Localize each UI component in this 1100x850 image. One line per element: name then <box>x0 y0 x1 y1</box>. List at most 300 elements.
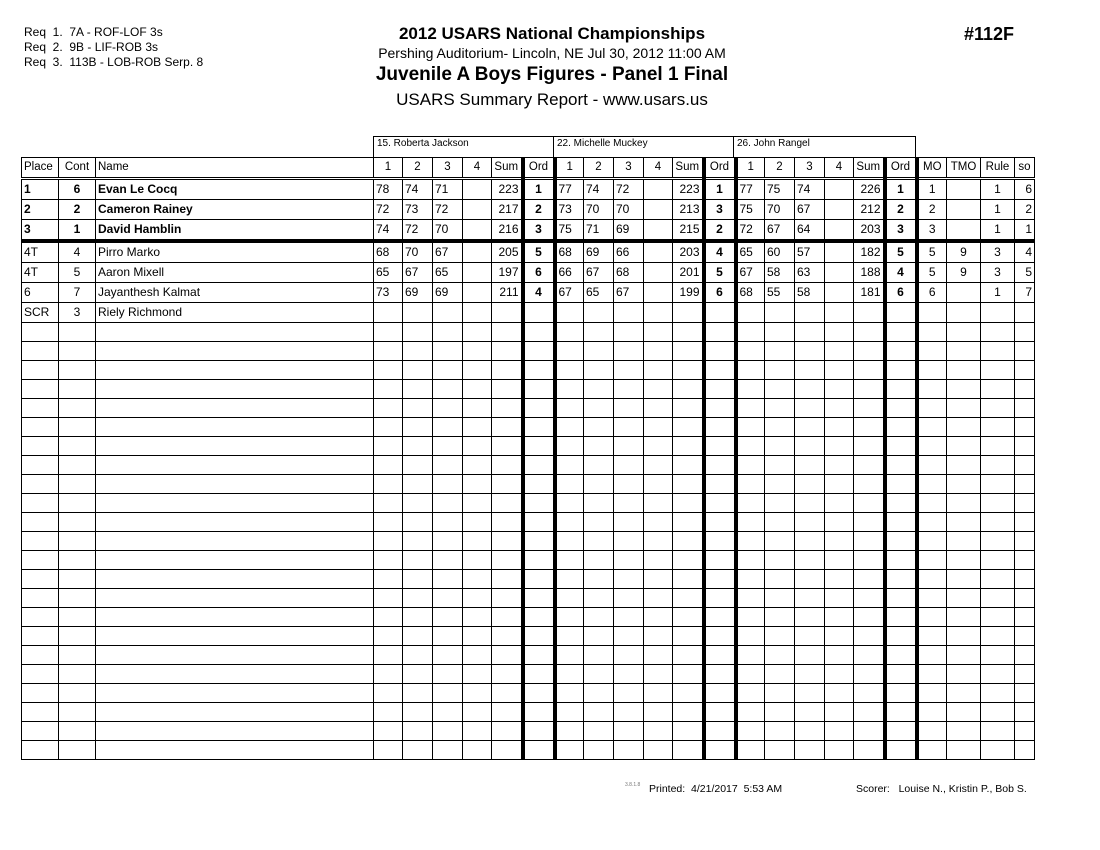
empty-cell <box>374 722 403 741</box>
empty-cell <box>523 323 555 342</box>
empty-cell <box>555 608 584 627</box>
event-title: Juvenile A Boys Figures - Panel 1 Final <box>375 64 729 85</box>
empty-cell <box>22 608 59 627</box>
judge-1-ord-cell <box>523 303 555 323</box>
empty-cell <box>644 494 673 513</box>
so-cell: 5 <box>1015 263 1035 283</box>
empty-cell <box>433 646 463 665</box>
empty-cell <box>825 627 854 646</box>
judge-2-fig-4-cell <box>644 200 673 220</box>
empty-cell <box>917 475 947 494</box>
judge-2-fig-2-cell: 65 <box>584 283 614 303</box>
empty-cell <box>555 456 584 475</box>
judge-3-fig-1-cell: 68 <box>736 283 765 303</box>
empty-cell <box>403 475 433 494</box>
empty-cell <box>981 513 1015 532</box>
empty-cell <box>765 703 795 722</box>
empty-cell <box>825 323 854 342</box>
empty-cell <box>854 627 885 646</box>
judge-1-fig-1-cell: 74 <box>374 220 403 242</box>
empty-cell <box>59 570 96 589</box>
empty-cell <box>673 342 704 361</box>
empty-cell <box>947 380 981 399</box>
empty-cell <box>463 646 492 665</box>
empty-cell <box>374 608 403 627</box>
judge-1-fig-1-cell: 72 <box>374 200 403 220</box>
empty-cell <box>96 703 374 722</box>
empty-cell <box>885 589 917 608</box>
judge-2-fig-1-cell <box>555 303 584 323</box>
empty-cell <box>555 380 584 399</box>
empty-cell <box>765 684 795 703</box>
so-cell: 7 <box>1015 283 1035 303</box>
empty-cell <box>614 418 644 437</box>
empty-row <box>22 684 1035 703</box>
rule-cell: 1 <box>981 200 1015 220</box>
empty-cell <box>374 532 403 551</box>
empty-cell <box>433 342 463 361</box>
empty-cell <box>59 684 96 703</box>
empty-cell <box>825 684 854 703</box>
empty-row <box>22 570 1035 589</box>
event-number: #112F <box>964 24 1015 44</box>
empty-cell <box>673 589 704 608</box>
name-cell: Jayanthesh Kalmat <box>96 283 374 303</box>
empty-cell <box>644 323 673 342</box>
place-cell: 2 <box>22 200 59 220</box>
empty-cell <box>96 589 374 608</box>
col-j3-fig2: 2 <box>765 158 795 179</box>
mo-cell: 1 <box>917 179 947 200</box>
cont-cell: 2 <box>59 200 96 220</box>
judge-2-fig-1-cell: 77 <box>555 179 584 200</box>
empty-cell <box>403 399 433 418</box>
table-row <box>22 263 1035 283</box>
empty-cell <box>795 703 825 722</box>
empty-cell <box>96 513 374 532</box>
empty-cell <box>825 342 854 361</box>
judge-2-fig-4-cell <box>644 283 673 303</box>
empty-cell <box>704 532 736 551</box>
empty-cell <box>854 437 885 456</box>
empty-cell <box>403 570 433 589</box>
empty-cell <box>22 475 59 494</box>
judge-3-fig-3-cell: 74 <box>795 179 825 200</box>
tmo-cell <box>947 303 981 323</box>
empty-cell <box>644 741 673 760</box>
judge-2-fig-4-cell <box>644 241 673 263</box>
empty-cell <box>885 342 917 361</box>
col-j2-fig4: 4 <box>644 158 673 179</box>
empty-cell <box>1015 646 1035 665</box>
empty-row <box>22 551 1035 570</box>
empty-cell <box>673 532 704 551</box>
empty-cell <box>854 703 885 722</box>
empty-cell <box>614 513 644 532</box>
empty-cell <box>584 418 614 437</box>
judge-1-fig-2-cell: 67 <box>403 263 433 283</box>
empty-cell <box>947 551 981 570</box>
judge-2-sum-cell <box>673 303 704 323</box>
empty-cell <box>644 532 673 551</box>
empty-cell <box>1015 513 1035 532</box>
empty-cell <box>374 380 403 399</box>
empty-cell <box>917 323 947 342</box>
cont-cell: 6 <box>59 179 96 200</box>
empty-row <box>22 589 1035 608</box>
empty-cell <box>374 418 403 437</box>
empty-cell <box>374 475 403 494</box>
empty-cell <box>795 399 825 418</box>
empty-cell <box>403 741 433 760</box>
col-j3-fig3: 3 <box>795 158 825 179</box>
empty-row <box>22 475 1035 494</box>
col-tmo: TMO <box>947 158 981 179</box>
empty-cell <box>96 475 374 494</box>
col-j1-fig1: 1 <box>374 158 403 179</box>
empty-cell <box>795 513 825 532</box>
empty-cell <box>704 551 736 570</box>
empty-cell <box>584 665 614 684</box>
empty-cell <box>374 494 403 513</box>
empty-cell <box>947 570 981 589</box>
empty-cell <box>644 703 673 722</box>
empty-cell <box>981 399 1015 418</box>
empty-cell <box>673 437 704 456</box>
empty-cell <box>854 399 885 418</box>
empty-cell <box>96 532 374 551</box>
empty-cell <box>22 323 59 342</box>
empty-cell <box>917 513 947 532</box>
empty-cell <box>96 646 374 665</box>
empty-cell <box>374 456 403 475</box>
empty-cell <box>947 646 981 665</box>
empty-cell <box>885 513 917 532</box>
empty-cell <box>981 608 1015 627</box>
empty-cell <box>403 608 433 627</box>
empty-cell <box>673 665 704 684</box>
empty-cell <box>765 608 795 627</box>
empty-cell <box>673 722 704 741</box>
empty-cell <box>584 513 614 532</box>
empty-cell <box>492 418 523 437</box>
so-cell <box>1015 303 1035 323</box>
tmo-cell: 9 <box>947 241 981 263</box>
empty-cell <box>403 589 433 608</box>
empty-cell <box>644 437 673 456</box>
empty-cell <box>584 741 614 760</box>
judge-2-fig-3-cell: 70 <box>614 200 644 220</box>
empty-cell <box>614 380 644 399</box>
empty-cell <box>403 551 433 570</box>
empty-cell <box>917 456 947 475</box>
empty-cell <box>736 665 765 684</box>
empty-cell <box>917 589 947 608</box>
empty-cell <box>885 570 917 589</box>
col-mo: MO <box>917 158 947 179</box>
judge-3-sum-cell: 181 <box>854 283 885 303</box>
judge-3-fig-3-cell: 67 <box>795 200 825 220</box>
empty-cell <box>795 494 825 513</box>
empty-cell <box>555 665 584 684</box>
empty-cell <box>825 418 854 437</box>
table-row <box>22 241 1035 263</box>
empty-cell <box>765 627 795 646</box>
empty-cell <box>614 703 644 722</box>
empty-cell <box>555 551 584 570</box>
empty-cell <box>765 456 795 475</box>
empty-cell <box>614 323 644 342</box>
empty-cell <box>22 627 59 646</box>
judge-2-ord-cell: 4 <box>704 241 736 263</box>
empty-cell <box>765 361 795 380</box>
empty-cell <box>22 551 59 570</box>
empty-cell <box>403 361 433 380</box>
judge-1-sum-cell: 197 <box>492 263 523 283</box>
empty-cell <box>433 551 463 570</box>
empty-cell <box>614 684 644 703</box>
rule-cell <box>981 303 1015 323</box>
judge-1-fig-3-cell: 70 <box>433 220 463 242</box>
empty-cell <box>463 361 492 380</box>
empty-cell <box>854 456 885 475</box>
empty-cell <box>555 646 584 665</box>
empty-cell <box>1015 722 1035 741</box>
empty-cell <box>492 684 523 703</box>
empty-cell <box>981 684 1015 703</box>
empty-cell <box>1015 456 1035 475</box>
judge-1-ord-cell: 3 <box>523 220 555 242</box>
judge-3-ord-cell: 4 <box>885 263 917 283</box>
empty-cell <box>523 342 555 361</box>
judge-1-sum-cell: 205 <box>492 241 523 263</box>
empty-cell <box>614 570 644 589</box>
empty-cell <box>614 665 644 684</box>
empty-cell <box>555 589 584 608</box>
empty-cell <box>584 551 614 570</box>
empty-cell <box>403 665 433 684</box>
so-cell: 1 <box>1015 220 1035 242</box>
empty-cell <box>584 437 614 456</box>
empty-cell <box>463 722 492 741</box>
empty-cell <box>704 475 736 494</box>
judge-2-fig-2-cell: 67 <box>584 263 614 283</box>
empty-cell <box>492 741 523 760</box>
empty-cell <box>59 627 96 646</box>
empty-cell <box>463 684 492 703</box>
empty-cell <box>673 475 704 494</box>
empty-cell <box>433 589 463 608</box>
empty-cell <box>673 418 704 437</box>
judge-3-fig-4-cell <box>825 179 854 200</box>
judge-3-fig-4-cell <box>825 200 854 220</box>
col-so: so <box>1015 158 1035 179</box>
empty-cell <box>555 532 584 551</box>
empty-cell <box>765 570 795 589</box>
empty-cell <box>947 418 981 437</box>
empty-cell <box>765 551 795 570</box>
empty-row <box>22 342 1035 361</box>
empty-cell <box>917 418 947 437</box>
empty-cell <box>854 741 885 760</box>
judge-1-fig-4-cell <box>463 283 492 303</box>
judge-3-ord-cell: 1 <box>885 179 917 200</box>
judge-1-fig-3-cell: 72 <box>433 200 463 220</box>
empty-cell <box>523 741 555 760</box>
empty-cell <box>463 513 492 532</box>
empty-cell <box>614 342 644 361</box>
empty-cell <box>825 475 854 494</box>
empty-cell <box>981 646 1015 665</box>
empty-cell <box>885 437 917 456</box>
empty-cell <box>555 513 584 532</box>
empty-cell <box>644 475 673 494</box>
judge-3-sum-cell <box>854 303 885 323</box>
empty-cell <box>704 494 736 513</box>
judge-1-fig-4-cell <box>463 200 492 220</box>
empty-cell <box>492 399 523 418</box>
empty-cell <box>463 494 492 513</box>
empty-cell <box>947 475 981 494</box>
judge-2-fig-3-cell: 72 <box>614 179 644 200</box>
empty-cell <box>614 437 644 456</box>
col-j1-fig2: 2 <box>403 158 433 179</box>
empty-cell <box>433 570 463 589</box>
empty-cell <box>673 703 704 722</box>
empty-cell <box>917 551 947 570</box>
empty-cell <box>825 456 854 475</box>
empty-cell <box>795 570 825 589</box>
col-cont: Cont <box>59 158 96 179</box>
judge-2-sum-cell: 203 <box>673 241 704 263</box>
col-rule: Rule <box>981 158 1015 179</box>
empty-row <box>22 532 1035 551</box>
empty-cell <box>492 494 523 513</box>
empty-cell <box>492 437 523 456</box>
empty-cell <box>981 494 1015 513</box>
empty-cell <box>96 418 374 437</box>
empty-cell <box>555 627 584 646</box>
empty-cell <box>981 722 1015 741</box>
empty-cell <box>1015 475 1035 494</box>
empty-cell <box>854 418 885 437</box>
empty-cell <box>492 513 523 532</box>
empty-cell <box>673 513 704 532</box>
empty-cell <box>96 570 374 589</box>
judge-1-fig-1-cell: 78 <box>374 179 403 200</box>
empty-cell <box>22 437 59 456</box>
empty-cell <box>854 570 885 589</box>
judge-2-fig-3-cell <box>614 303 644 323</box>
empty-cell <box>947 532 981 551</box>
empty-cell <box>22 684 59 703</box>
empty-cell <box>59 475 96 494</box>
empty-cell <box>584 494 614 513</box>
empty-cell <box>433 456 463 475</box>
empty-cell <box>374 665 403 684</box>
empty-cell <box>765 418 795 437</box>
empty-cell <box>555 475 584 494</box>
empty-cell <box>704 513 736 532</box>
empty-cell <box>917 399 947 418</box>
empty-cell <box>981 589 1015 608</box>
empty-cell <box>644 646 673 665</box>
empty-cell <box>673 627 704 646</box>
software-version: 3.8.1.8 <box>625 782 641 788</box>
col-j1-sum: Sum <box>492 158 523 179</box>
judge-3-ord-cell: 2 <box>885 200 917 220</box>
judge-3-fig-1-cell: 67 <box>736 263 765 283</box>
judge-2-fig-1-cell: 66 <box>555 263 584 283</box>
empty-cell <box>96 456 374 475</box>
empty-cell <box>917 703 947 722</box>
empty-cell <box>644 361 673 380</box>
col-j3-sum: Sum <box>854 158 885 179</box>
empty-cell <box>523 437 555 456</box>
empty-cell <box>917 532 947 551</box>
empty-cell <box>584 342 614 361</box>
empty-cell <box>736 532 765 551</box>
judge-1-fig-4-cell <box>463 220 492 242</box>
empty-cell <box>59 665 96 684</box>
empty-cell <box>492 589 523 608</box>
empty-cell <box>736 380 765 399</box>
empty-cell <box>96 342 374 361</box>
empty-cell <box>555 437 584 456</box>
empty-row <box>22 513 1035 532</box>
table-row <box>22 283 1035 303</box>
place-cell: 1 <box>22 179 59 200</box>
empty-cell <box>704 342 736 361</box>
empty-cell <box>374 703 403 722</box>
empty-cell <box>854 532 885 551</box>
empty-cell <box>947 399 981 418</box>
empty-cell <box>644 570 673 589</box>
empty-cell <box>22 646 59 665</box>
cont-cell: 3 <box>59 303 96 323</box>
empty-cell <box>22 494 59 513</box>
empty-cell <box>736 570 765 589</box>
empty-cell <box>947 513 981 532</box>
empty-cell <box>673 684 704 703</box>
empty-cell <box>96 380 374 399</box>
empty-cell <box>825 589 854 608</box>
judge-3-fig-3-cell <box>795 303 825 323</box>
empty-cell <box>403 418 433 437</box>
empty-cell <box>885 665 917 684</box>
empty-cell <box>644 589 673 608</box>
judge-2-fig-4-cell <box>644 303 673 323</box>
empty-cell <box>947 665 981 684</box>
judge-1-ord-cell: 6 <box>523 263 555 283</box>
empty-cell <box>374 551 403 570</box>
empty-cell <box>854 608 885 627</box>
empty-cell <box>917 627 947 646</box>
empty-row <box>22 437 1035 456</box>
empty-cell <box>96 665 374 684</box>
col-j2-ord: Ord <box>704 158 736 179</box>
rule-cell: 3 <box>981 241 1015 263</box>
competition-title: 2012 USARS National Championships <box>398 24 706 43</box>
empty-cell <box>59 380 96 399</box>
requirement-1: Req 1. 7A - ROF-LOF 3s <box>24 25 163 39</box>
empty-cell <box>614 475 644 494</box>
table-row <box>22 303 1035 323</box>
empty-row <box>22 323 1035 342</box>
empty-cell <box>736 323 765 342</box>
empty-cell <box>704 361 736 380</box>
empty-cell <box>947 342 981 361</box>
